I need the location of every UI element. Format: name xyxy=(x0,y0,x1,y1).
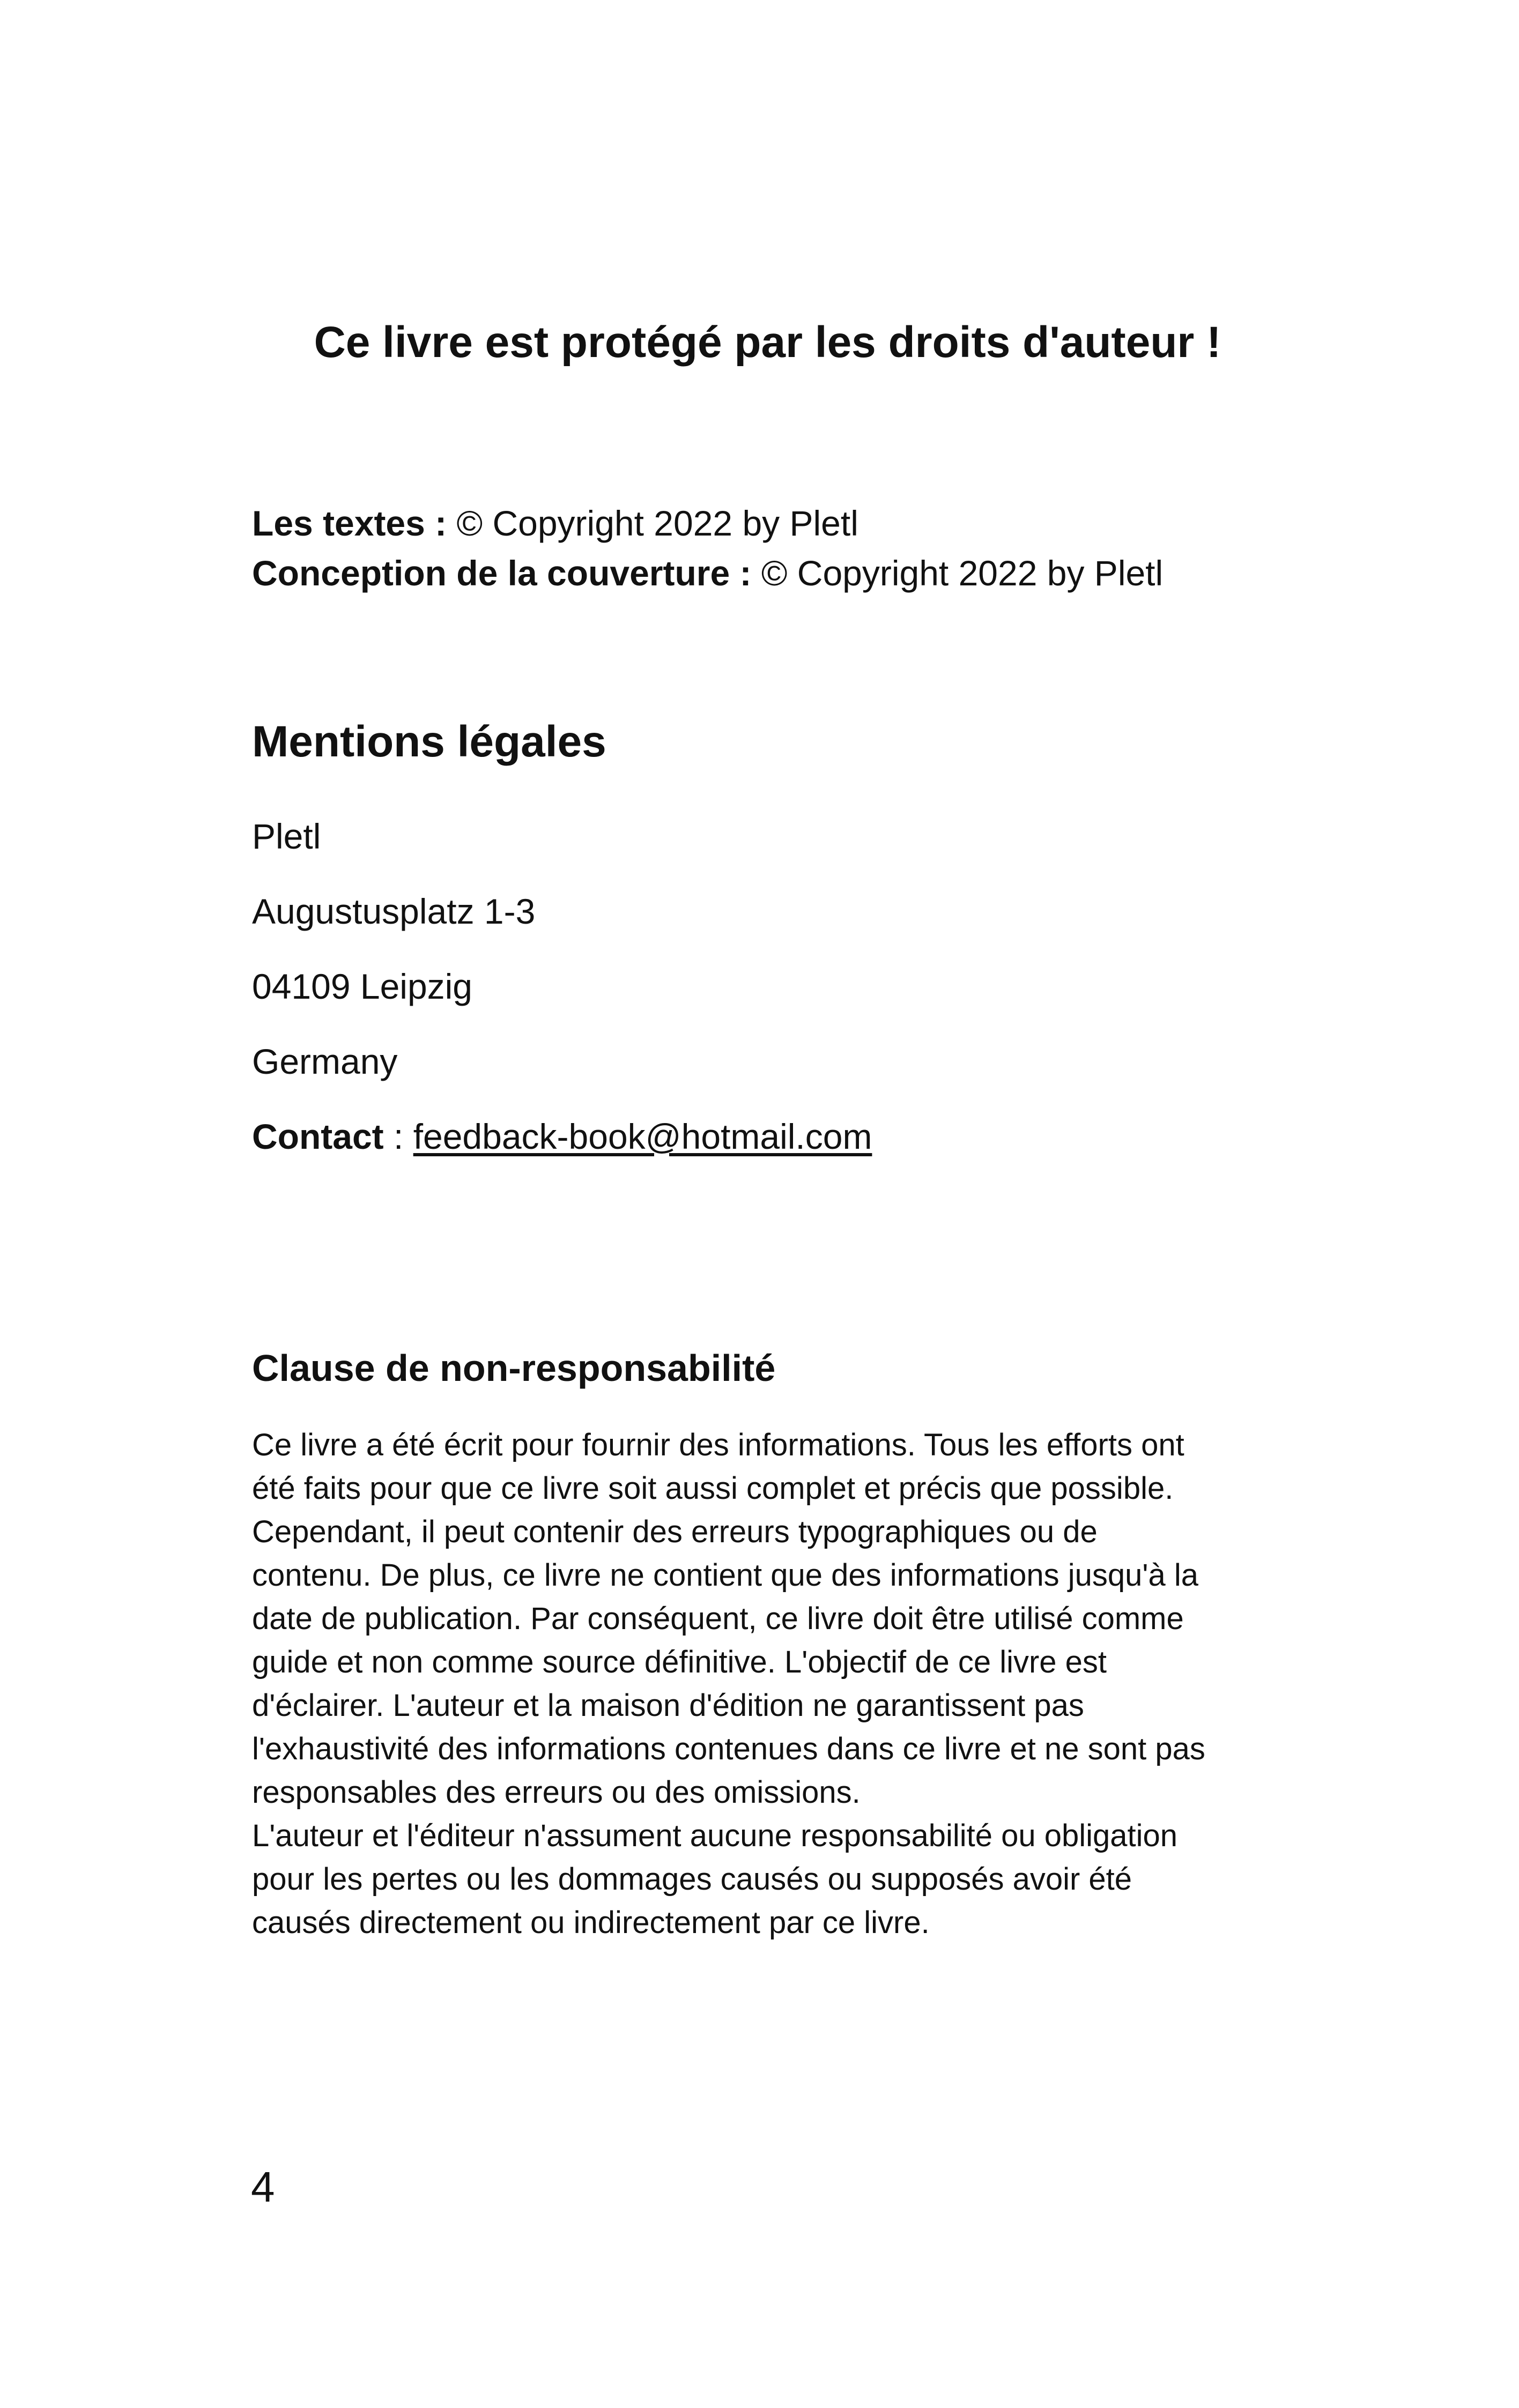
publisher-country: Germany xyxy=(252,1042,398,1081)
contact-line xyxy=(252,1115,872,1158)
publisher-name: Pletl xyxy=(252,816,321,856)
publisher-street: Augustusplatz 1-3 xyxy=(252,891,536,931)
disclaimer-text: Ce livre a été écrit pour fournir des informations. Tous les efforts ont été faits pour que ce livre soit aussi complet et précis que possible. Cependant, il peut contenir des erreurs typographiques ou de contenu. De plus, ce livre ne contient que des informations jusqu'à la date de publication. Par conséquent, ce livre doit être utilisé comme guide et non comme source définitive. L'objectif de ce livre est d'éclairer. L'auteur et la maison d'édition ne garantissent pas l'exhaustivité des informations contenues dans ce livre et ne sont pas responsables des erreurs ou des omissions. L'auteur et l'éditeur n'assument aucune responsabilité ou obligation pour les pertes ou les dommages causés ou supposés avoir été causés directement ou indirectement par ce livre. xyxy=(252,1428,1205,1940)
credit-texts xyxy=(252,499,1378,548)
disclaimer-heading: Clause de non-responsabilité xyxy=(252,1347,776,1389)
publisher-city: 04109 Leipzig xyxy=(252,967,473,1006)
page-number: 4 xyxy=(251,2163,275,2211)
credit-cover-label: Conception de la couverture : xyxy=(252,553,752,593)
contact-label: Contact xyxy=(252,1117,384,1156)
page-title: Ce livre est protégé par les droits d'auteur ! xyxy=(314,318,1221,367)
credit-texts-label: Les textes : xyxy=(252,503,447,543)
credit-cover-value: © Copyright 2022 by Pletl xyxy=(751,553,1164,593)
contact-email-link[interactable]: feedback-book@hotmail.com xyxy=(413,1117,872,1156)
legal-details xyxy=(252,815,872,1190)
legal-heading: Mentions légales xyxy=(252,717,606,766)
credit-cover xyxy=(252,548,1378,598)
contact-separator: : xyxy=(383,1117,413,1156)
copyright-credits xyxy=(252,499,1378,598)
credit-texts-value: © Copyright 2022 by Pletl xyxy=(447,503,858,543)
